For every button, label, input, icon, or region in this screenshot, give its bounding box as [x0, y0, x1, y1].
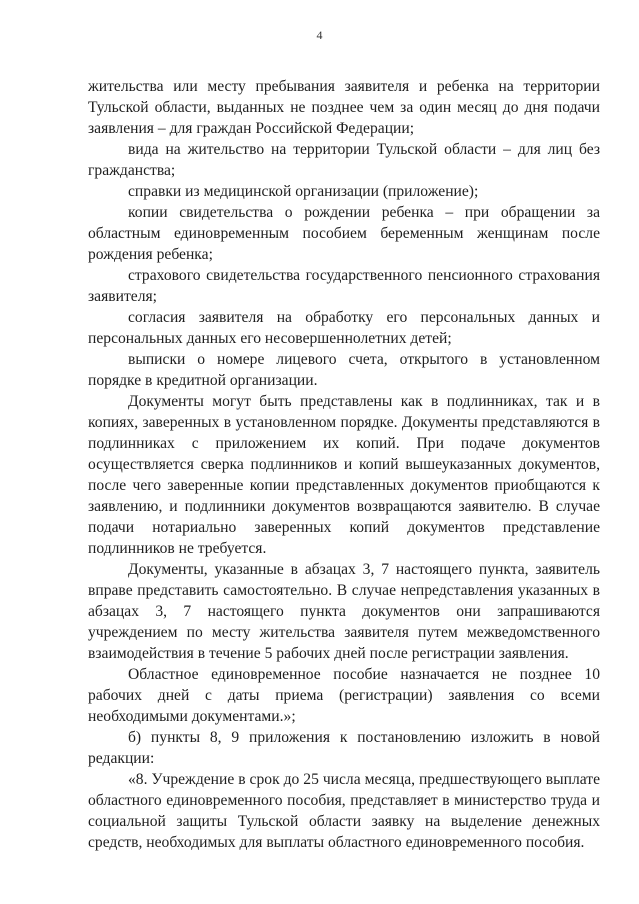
- paragraph: Документы, указанные в абзацах 3, 7 настоящего пункта, заявитель вправе представить самостоятельно. В случае непредставления указанных в абзацах 3, 7 настоящего пункта документов они запрашиваются учреждением по месту жительства заявителя путем межведомственного взаимодействия в течение 5 рабочих дней после регистрации заявления.: [88, 561, 600, 662]
- paragraph: согласия заявителя на обработку его персональных данных и персональных данных его несовершеннолетних детей;: [88, 309, 600, 347]
- paragraph: Документы могут быть представлены как в подлинниках, так и в копиях, заверенных в установленном порядке. Документы представляются в подлинниках с приложением их копий. При подаче документов осуществляется сверка подлинников и копий вышеуказанных документов, после чего заверенные копии представленных документов приобщаются к заявлению, и подлинники документов возвращаются заявителю. В случае подачи нотариально заверенных копий документов представление подлинников не требуется.: [88, 393, 600, 557]
- paragraph: б) пункты 8, 9 приложения к постановлению изложить в новой редакции:: [88, 729, 600, 767]
- paragraph: выписки о номере лицевого счета, открытого в установленном порядке в кредитной организации.: [88, 351, 600, 389]
- page-number: 4: [316, 28, 323, 42]
- paragraph: копии свидетельства о рождении ребенка – при обращении за областным единовременным пособием беременным женщинам после рождения ребенка;: [88, 204, 600, 263]
- paragraph: жительства или месту пребывания заявителя и ребенка на территории Тульской области, выданных не позднее чем за один месяц до дня подачи заявления – для граждан Российской Федерации;: [88, 78, 600, 137]
- paragraph: справки из медицинской организации (приложение);: [128, 183, 479, 200]
- paragraph: Областное единовременное пособие назначается не позднее 10 рабочих дней с даты приема (регистрации) заявления со всеми необходимыми документами.»;: [88, 666, 600, 725]
- paragraph: вида на жительство на территории Тульской области – для лиц без гражданства;: [88, 141, 600, 179]
- paragraph: «8. Учреждение в срок до 25 числа месяца, предшествующего выплате областного единовременного пособия, представляет в министерство труда и социальной защиты Тульской области заявку на выделение денежных средств, необходимых для выплаты областного единовременного пособия.: [88, 771, 600, 851]
- paragraph: страхового свидетельства государственного пенсионного страхования заявителя;: [88, 267, 600, 305]
- document-body: [88, 76, 600, 853]
